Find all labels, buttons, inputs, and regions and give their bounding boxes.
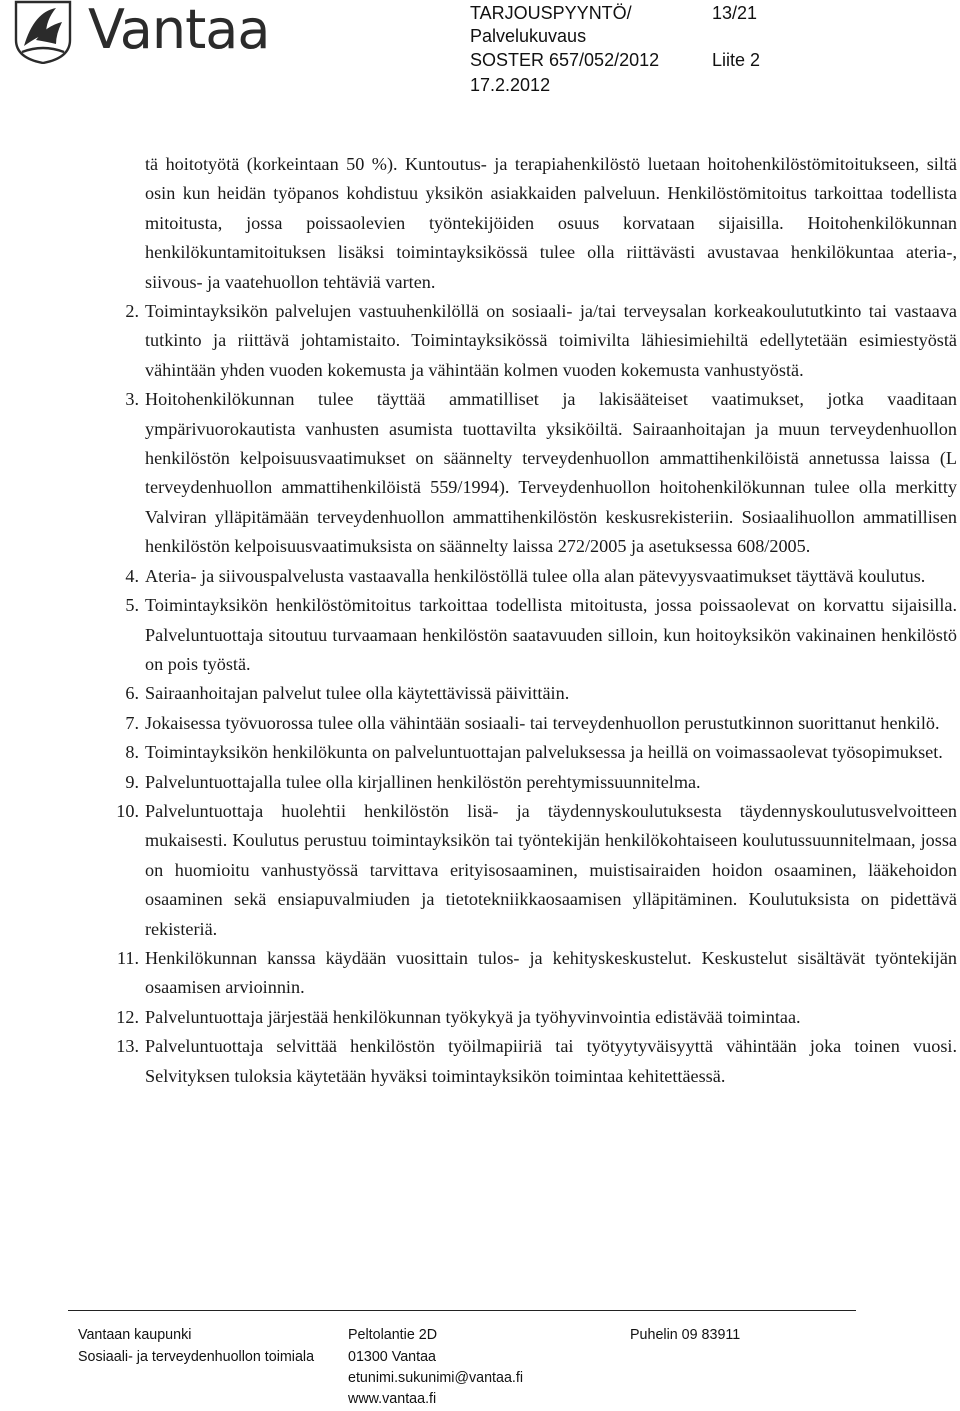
intro-paragraph: tä hoitotyötä (korkeintaan 50 %). Kuntoutus- ja terapiahenkilöstö luetaan hoitohenkilöstömitoitukseen, siltä osin kun heidän työpanos kohdistuu yksikön asiakkaiden palveluun. Henkilöstömitoitus tarkoittaa todellista mitoitusta, jossa poissaolevien työntekijöiden osuus korvataan sijaisilla. Hoitohenkilökunnan henkilökuntamitoituksen lisäksi toimintayksikössä tulee olla riittävästi avustavaa henkilökuntaa ateria-, siivous- ja vaatehuollon tehtäviä varten. [145,154,957,292]
list-item [125,679,957,708]
list-item [125,591,957,679]
item-number: 13. [116,1036,139,1057]
list-item [116,944,957,1003]
footer-department: Sosiaali- ja terveydenhuollon toimiala [78,1349,315,1365]
list-item [116,797,957,944]
footer-phone: Puhelin 09 83911 [630,1327,741,1343]
item-text: Henkilökunnan kanssa käydään vuosittain tulos- ja kehityskeskustelut. Keskustelut sisältävät työntekijän osaamisen arvioinnin. [145,947,957,998]
item-number: 11. [116,947,139,968]
footer-divider [68,1310,856,1311]
list-item [125,709,957,738]
item-number: 5. [125,595,139,616]
item-number: 7. [125,712,139,733]
item-number: 9. [125,771,139,792]
vantaa-crest-icon [12,0,74,64]
item-text: Palveluntuottajalla tulee olla kirjallinen henkilöstön perehtymissuunnitelma. [145,771,701,792]
list-item [125,562,957,591]
list-item [125,738,957,767]
logo-text: Vantaa [88,0,270,61]
list-item [125,768,957,797]
doc-title: TARJOUSPYYNTÖ/ [470,3,632,23]
item-text: Palveluntuottaja järjestää henkilökunnan työkykyä ja työhyvinvointia edistävää toimintaa. [145,1006,801,1027]
footer-postal: 01300 Vantaa [348,1349,436,1365]
list-item [116,1032,957,1091]
footer-street: Peltolantie 2D [348,1327,438,1343]
list-item [125,385,957,561]
item-number: 6. [125,683,139,704]
item-number: 10. [116,800,139,821]
page-number: 13/21 [712,3,758,23]
item-text: Toimintayksikön henkilöstömitoitus tarkoittaa todellista mitoitusta, jossa poissaolevat on korvattu sijaisilla. Palveluntuottaja sitoutuu turvaamaan henkilöstön saatavuuden silloin, kun hoitoyksikön vakinainen henkilöstö on pois työstä. [145,595,957,674]
item-text: Jokaisessa työvuorossa tulee olla vähintään sosiaali- tai terveydenhuollon perustutkinnon suorittanut henkilö. [145,712,940,733]
vantaa-logo [12,0,282,66]
footer-org: Vantaan kaupunki [78,1327,192,1343]
item-number: 2. [125,301,139,322]
item-text: Palveluntuottaja huolehtii henkilöstön lisä- ja täydennyskoulutuksesta täydennyskoulutusvelvoitteen mukaisesti. Koulutus perustuu toimintayksikön tai työntekijän henkilökohtaiseen koulutussuunnitelmaan, jossa on huomioitu vanhustyössä tarvittava erityisosaaminen, muistisairaiden hoidon osaaminen, lääkehoidon osaaminen sekä ensiapuvalmiuden ja tietotekniikkaosaamisen ylläpitäminen. Koulutuksista on pidettävä rekisteriä. [145,800,957,939]
item-number: 12. [116,1006,139,1027]
list-item [116,1003,957,1032]
item-text: Toimintayksikön henkilökunta on palveluntuottajan palveluksessa ja heillä on voimassaolevat työsopimukset. [145,742,943,763]
doc-date: 17.2.2012 [470,75,551,95]
footer-website-link[interactable]: www.vantaa.fi [348,1391,437,1407]
item-text: Ateria- ja siivouspalvelusta vastaavalla henkilöstöllä tulee olla alan pätevyysvaatimukset täyttävä koulutus. [145,565,926,586]
item-number: 3. [125,389,139,410]
footer-email-link[interactable]: etunimi.sukunimi@vantaa.fi [348,1370,524,1386]
item-number: 8. [125,742,139,763]
doc-reference: SOSTER 657/052/2012 [470,50,660,70]
item-text: Sairaanhoitajan palvelut tulee olla käytettävissä päivittäin. [145,683,570,704]
list-item [125,297,957,385]
item-text: Hoitohenkilökunnan tulee täyttää ammatilliset ja lakisääteiset vaatimukset, jotka vaaditaan ympärivuorokautista vanhusten asumista tuottavilta yksiköiltä. Sairaanhoitajan ja muun terveydenhuollon henkilöstön kelpoisuusvaatimukset on säännelty terveydenhuollon ammattihenkilöistä annetussa laissa (L terveydenhuollon ammattihenkilöistä 559/1994). Terveydenhuollon hoitohenkilökunnan tulee olla merkitty Valviran ylläpitämään terveydenhuollon ammattihenkilöstön keskusrekisteriin. Sosiaalihuollon ammatillisen henkilöstön kelpoisuusvaatimuksista on säännelty laissa 272/2005 ja asetuksessa 608/2005. [145,389,957,557]
document-body [116,150,957,1091]
doc-subtitle: Palvelukuvaus [470,26,587,46]
attachment-label: Liite 2 [712,50,761,70]
item-text: Palveluntuottaja selvittää henkilöstön työilmapiiriä tai työtyytyväisyyttä vähintään joka toinen vuosi. Selvityksen tuloksia käytetään hyväksi toimintayksikön toimintaa kehitettäessä. [145,1036,957,1086]
item-text: Toimintayksikön palvelujen vastuuhenkilöllä on sosiaali- ja/tai terveysalan korkeakoulututkinto tai vastaava tutkinto ja riittävä johtamistaito. Toimintayksikössä toimivilta lähiesimiehiltä edellytetään esimiestyöstä vähintään yhden vuoden kokemusta ja vähintään kolmen vuoden kokemusta vanhustyöstä. [145,301,957,380]
item-number: 4. [125,565,139,586]
